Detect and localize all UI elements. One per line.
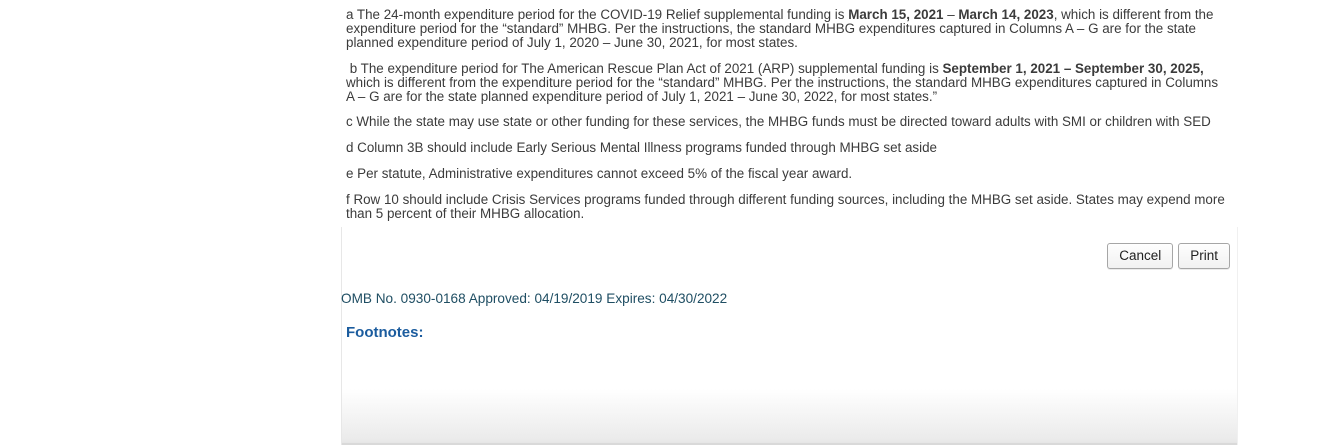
footnote-f bbox=[346, 193, 1228, 221]
footnotes-list bbox=[346, 8, 1231, 221]
footnote-c bbox=[346, 115, 1228, 129]
footnote-text-segment: b The expenditure period for The American Rescue Plan Act of 2021 (ARP) supplemental funding is bbox=[346, 60, 943, 76]
footnote-text-segment: September 1, 2021 – September 30, 2025, bbox=[942, 60, 1204, 76]
footnote-b bbox=[346, 62, 1228, 104]
panel-bottom-gradient bbox=[342, 389, 1237, 445]
button-row bbox=[346, 243, 1231, 269]
content-panel bbox=[341, 0, 1238, 445]
footnote-text-segment: c While the state may use state or other funding for these services, the MHBG funds must be directed toward adults with SMI or children with SED bbox=[346, 114, 1211, 130]
omb-approval-line: OMB No. 0930-0168 Approved: 04/19/2019 Expires: 04/30/2022 bbox=[341, 290, 728, 306]
footnote-a bbox=[346, 8, 1228, 50]
footnote-text-segment: which is different from the expenditure period for the “standard” MHBG. Per the instructions, the standard MHBG expenditures captured in Columns A – G are for the state planned expenditure period of July 1, 2021 – June 30, 2022, for most states.” bbox=[346, 60, 1222, 104]
footnote-d bbox=[346, 141, 1228, 155]
footnotes-heading: Footnotes: bbox=[346, 323, 424, 341]
footnotes-text-block bbox=[341, 0, 1238, 341]
footnote-text-segment: March 14, 2023 bbox=[958, 7, 1054, 22]
print-button[interactable]: Print bbox=[1178, 243, 1230, 269]
cancel-button[interactable]: Cancel bbox=[1107, 243, 1173, 269]
footnote-text-segment: – bbox=[943, 7, 959, 22]
footnote-text-segment: e Per statute, Administrative expenditures cannot exceed 5% of the fiscal year award. bbox=[346, 166, 853, 182]
footnote-text-segment: March 15, 2021 bbox=[848, 7, 944, 22]
footnote-e bbox=[346, 167, 1228, 181]
footnote-text-segment: a The 24-month expenditure period for the COVID-19 Relief supplemental funding is bbox=[346, 7, 849, 22]
footnote-text-segment: , which is different from the expenditure period for the “standard” MHBG. Per the instructions, the standard MHBG expenditures captured in Columns A – G are for the state planned expenditure period of July 1, 2020 – June 30, 2021, for most states. bbox=[346, 7, 1218, 50]
footnote-text-segment: d Column 3B should include Early Serious Mental Illness programs funded through MHBG set aside bbox=[346, 140, 937, 156]
footnote-text-segment: f Row 10 should include Crisis Services programs funded through different funding sources, including the MHBG set aside. States may expend more than 5 percent of their MHBG allocation. bbox=[346, 192, 1229, 222]
